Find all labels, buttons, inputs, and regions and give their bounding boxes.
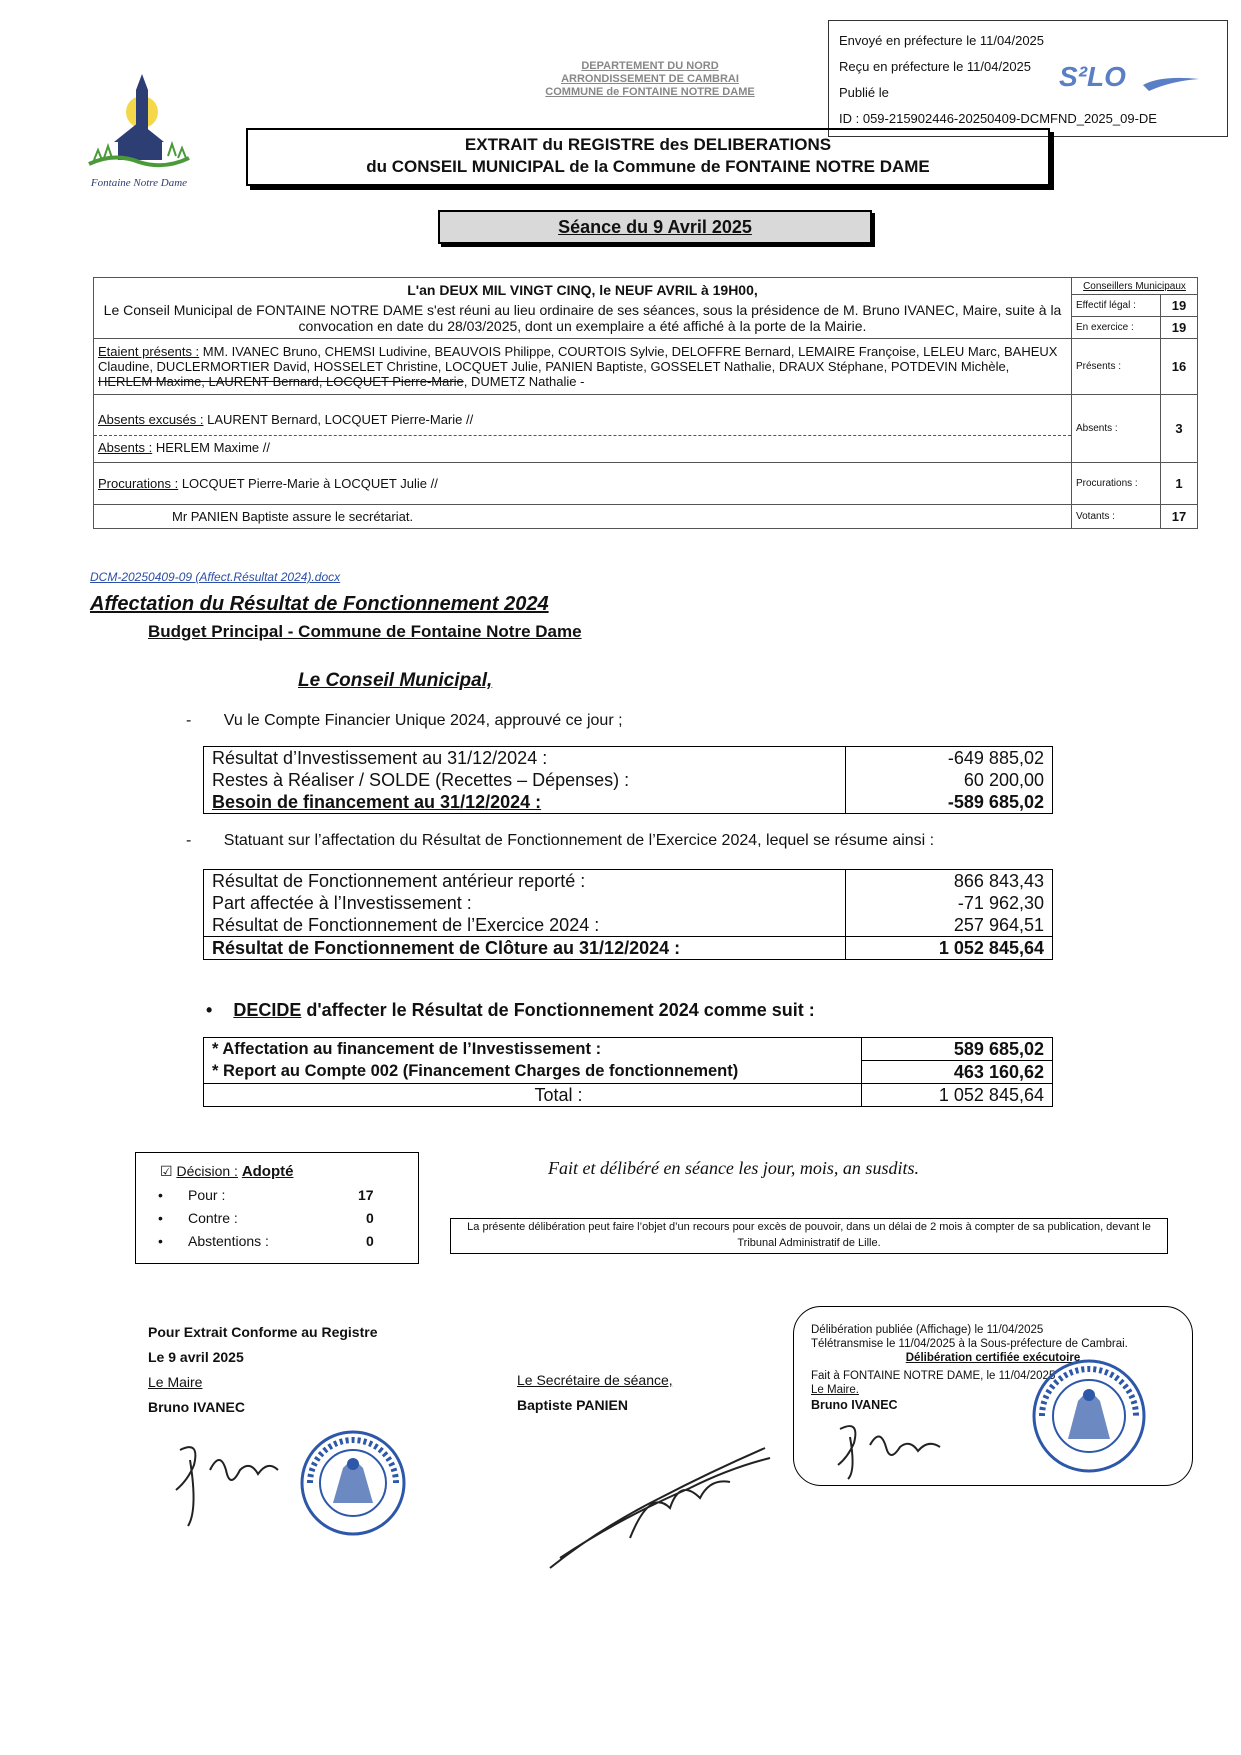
table-value: -71 962,30 xyxy=(957,893,1044,913)
absents-label: Absents : xyxy=(98,440,153,455)
count-value: 3 xyxy=(1161,395,1198,463)
procurations-cell xyxy=(94,463,1072,505)
pub-line: Le Maire. xyxy=(811,1384,859,1396)
absents-cell xyxy=(94,395,1072,463)
procurations-list: LOCQUET Pierre-Marie à LOCQUET Julie // xyxy=(181,476,438,491)
procurations-label: Procurations : xyxy=(98,476,179,491)
stamp-recu: Reçu en préfecture le 11/04/2025 xyxy=(839,59,1032,74)
pub-certified: Délibération certifiée exécutoire xyxy=(905,1352,1081,1364)
presents-label: Etaient présents : xyxy=(98,344,200,359)
presents-struck: HERLEM Maxime, LAURENT Bernard, LOCQUET Pierre-Marie xyxy=(98,374,464,389)
mairie-seal-icon xyxy=(298,1428,408,1538)
table-label: Restes à Réaliser / SOLDE (Recettes – Dépenses) : xyxy=(212,770,630,790)
maire-label: Le Maire xyxy=(148,1374,203,1390)
signature-date: Le 9 avril 2025 xyxy=(148,1349,244,1365)
publication-signature-icon xyxy=(830,1415,950,1481)
pub-line: Fait à FONTAINE NOTRE DAME, le 11/04/2025 xyxy=(811,1370,1056,1382)
count-value: 16 xyxy=(1161,339,1198,395)
conseil-heading: Le Conseil Municipal, xyxy=(298,670,493,691)
signature-block-secretaire xyxy=(517,1368,673,1418)
secretaire-name: Baptiste PANIEN xyxy=(517,1397,628,1413)
count-value: 19 xyxy=(1161,295,1198,317)
table-value: 463 160,62 xyxy=(953,1062,1044,1082)
vote-label: Contre : xyxy=(188,1210,238,1226)
table-label: * Report au Compte 002 (Financement Charges de fonctionnement) xyxy=(212,1062,739,1080)
decision-line xyxy=(160,1163,293,1180)
table-label: Résultat de Fonctionnement de l’Exercice 2024 : xyxy=(212,915,600,935)
budget-subtitle: Budget Principal - Commune de Fontaine Notre Dame xyxy=(148,622,582,641)
publication-seal-icon xyxy=(1030,1357,1148,1475)
fonctionnement-values xyxy=(846,870,1053,937)
table-label: Résultat de Fonctionnement de Clôture au 31/12/2024 : xyxy=(204,937,846,960)
table-label: Total : xyxy=(204,1084,862,1107)
vote-label: Pour : xyxy=(188,1187,226,1203)
table-value: -649 885,02 xyxy=(947,748,1044,768)
vu-line xyxy=(186,712,623,730)
logo-caption: Fontaine Notre Dame xyxy=(90,177,188,189)
deliberation-title: Affectation du Résultat de Fonctionnement 2024 xyxy=(90,593,549,615)
excuses-list: LAURENT Bernard, LOCQUET Pierre-Marie // xyxy=(207,412,474,427)
s2lo-swoosh-icon xyxy=(1141,71,1201,93)
count-label: Votants : xyxy=(1072,505,1161,529)
vu-text: Vu le Compte Financier Unique 2024, approuvé ce jour ; xyxy=(223,712,623,729)
dept-line: COMMUNE de FONTAINE NOTRE DAME xyxy=(545,86,755,98)
presents-list: MM. IVANEC Bruno, CHEMSI Ludivine, BEAUVOIS Philippe, COURTOIS Sylvie, DELOFFRE Bernard, LEMAIRE Françoise, LELEU Marc, BAHEUX Claudine, DUCLERMORTIER David, HOSSELET Christine, LOCQUET Julie, PANIEN Baptiste, GOSSELET Nathalie, DRAUX Stéphane, POTDEVIN Michèle, xyxy=(98,344,1058,374)
stamp-envoye: Envoyé en préfecture le 11/04/2025 xyxy=(839,33,1045,48)
table-value: 257 964,51 xyxy=(953,915,1044,935)
attendance-heading: L'an DEUX MIL VINGT CINQ, le NEUF AVRIL à 19H00, xyxy=(407,282,758,298)
table-label: Résultat de Fonctionnement antérieur reporté : xyxy=(212,871,586,891)
bullet-icon: • xyxy=(158,1233,163,1249)
count-value: 17 xyxy=(1161,505,1198,529)
absents-list: HERLEM Maxime // xyxy=(155,440,270,455)
bullet-icon: • xyxy=(158,1210,163,1226)
register-title xyxy=(246,128,1050,186)
affectation-values xyxy=(862,1038,1053,1084)
table-value: -589 685,02 xyxy=(947,792,1044,812)
dept-line: DEPARTEMENT DU NORD xyxy=(581,60,719,72)
prefecture-stamp xyxy=(828,20,1228,137)
pub-line: Délibération publiée (Affichage) le 11/04/2025 xyxy=(811,1324,1044,1336)
pub-maire: Bruno IVANEC xyxy=(811,1398,898,1412)
presents-end: , DUMETZ Nathalie - xyxy=(463,374,585,389)
affectation-labels xyxy=(204,1038,862,1084)
table-label: Part affectée à l’Investissement : xyxy=(212,893,472,913)
s2lo-logo: S²LO xyxy=(1059,61,1126,92)
attendance-intro: Le Conseil Municipal de FONTAINE NOTRE DAME s'est réuni au lieu ordinaire de ses séances, sous la présidence de M. Bruno IVANEC, Maire, suite à la convocation en date du 28/03/2025, dont un exemplaire a été affiché à la porte de la Mairie. xyxy=(103,302,1062,334)
seance-date: Séance du 9 Avril 2025 xyxy=(438,210,872,244)
vote-value: 0 xyxy=(366,1233,374,1249)
affectation-table xyxy=(203,1037,1053,1107)
table-label: Besoin de financement au 31/12/2024 : xyxy=(212,792,542,812)
count-value: 1 xyxy=(1161,463,1198,505)
maire-signature-icon xyxy=(160,1430,290,1530)
town-logo xyxy=(84,72,194,190)
investment-labels xyxy=(204,747,846,814)
count-label: Effectif légal : xyxy=(1072,295,1161,317)
dept-line: ARRONDISSEMENT DE CAMBRAI xyxy=(561,73,739,85)
vote-row xyxy=(158,1187,398,1203)
decide-rest: d'affecter le Résultat de Fonctionnement 2024 comme suit : xyxy=(301,1000,815,1020)
decide-word: DECIDE xyxy=(233,1000,302,1020)
checkbox-icon: ☑ xyxy=(160,1163,173,1179)
vote-box xyxy=(135,1152,419,1264)
vote-value: 17 xyxy=(358,1187,374,1203)
statuant-line xyxy=(186,832,934,850)
count-value: 19 xyxy=(1161,317,1198,339)
table-value: 1 052 845,64 xyxy=(846,937,1053,960)
church-logo-icon xyxy=(84,72,194,172)
investment-values xyxy=(846,747,1053,814)
decide-line xyxy=(206,1000,815,1021)
pub-line: Télétransmise le 11/04/2025 à la Sous-préfecture de Cambrai. xyxy=(811,1338,1128,1350)
table-value: 866 843,43 xyxy=(953,871,1044,891)
investment-table xyxy=(203,746,1053,814)
attendance-intro-cell xyxy=(94,278,1072,339)
dash-bullet: - xyxy=(186,712,192,729)
title-line-1: EXTRAIT du REGISTRE des DELIBERATIONS xyxy=(464,135,832,154)
count-label: Présents : xyxy=(1072,339,1161,395)
statuant-text: Statuant sur l’affectation du Résultat de Fonctionnement de l’Exercice 2024, lequel se résume ainsi : xyxy=(223,832,935,849)
recours-notice: La présente délibération peut faire l’objet d’un recours pour excès de pouvoir, dans un délai de 2 mois à compter de sa publication, devant le Tribunal Administratif de Lille. xyxy=(450,1218,1168,1254)
bullet-icon: • xyxy=(158,1187,163,1203)
vote-value: 0 xyxy=(366,1210,374,1226)
fonctionnement-table xyxy=(203,869,1053,960)
table-label: Résultat d’Investissement au 31/12/2024 : xyxy=(212,748,548,768)
attendance-table xyxy=(93,277,1198,529)
decision-value: Adopté xyxy=(241,1163,294,1180)
vote-row xyxy=(158,1210,398,1226)
fonctionnement-labels xyxy=(204,870,846,937)
secretariat-text: Mr PANIEN Baptiste assure le secrétariat. xyxy=(94,505,1072,529)
decision-label: Décision : xyxy=(176,1163,238,1179)
vote-row xyxy=(158,1233,398,1249)
table-value: 589 685,02 xyxy=(862,1038,1052,1061)
table-value: 60 200,00 xyxy=(963,770,1044,790)
stamp-publie: Publié le xyxy=(839,85,889,100)
excuses-label: Absents excusés : xyxy=(98,412,204,427)
document-reference: DCM-20250409-09 (Affect.Résultat 2024).docx xyxy=(90,570,341,584)
vote-label: Abstentions : xyxy=(188,1233,269,1249)
count-label: En exercice : xyxy=(1072,317,1161,339)
stamp-id: ID : 059-215902446-20250409-DCMFND_2025_09-DE xyxy=(839,111,1157,126)
table-label: * Affectation au financement de l’Investissement : xyxy=(212,1040,602,1058)
bullet-icon: • xyxy=(206,1000,213,1020)
conforme-text: Pour Extrait Conforme au Registre xyxy=(148,1324,378,1340)
department-header xyxy=(500,60,800,99)
maire-name: Bruno IVANEC xyxy=(148,1399,245,1415)
counts-header: Conseillers Municipaux xyxy=(1072,278,1198,295)
publication-box xyxy=(793,1306,1193,1486)
count-label: Procurations : xyxy=(1072,463,1161,505)
presents-cell xyxy=(94,339,1072,395)
signature-block-maire xyxy=(148,1320,378,1420)
count-label: Absents : xyxy=(1072,395,1161,463)
fait-delibere: Fait et délibéré en séance les jour, mois, an susdits. xyxy=(548,1158,919,1178)
secretaire-label: Le Secrétaire de séance, xyxy=(517,1372,673,1388)
secretaire-signature-icon xyxy=(540,1438,780,1578)
dash-bullet: - xyxy=(186,832,192,849)
table-value: 1 052 845,64 xyxy=(862,1084,1053,1107)
title-line-2: du CONSEIL MUNICIPAL de la Commune de FONTAINE NOTRE DAME xyxy=(366,157,930,176)
